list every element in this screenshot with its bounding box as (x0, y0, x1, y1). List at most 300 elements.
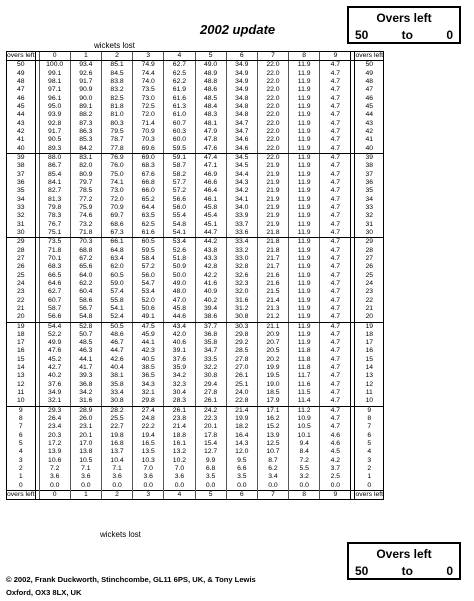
resource-value-cell: 27.0 (226, 364, 257, 372)
resource-value-cell: 65.6 (70, 263, 101, 271)
overs-left-cell: 46 (7, 95, 36, 103)
overs-left-to-word: to (401, 28, 413, 42)
resource-value-cell: 72.0 (101, 196, 132, 204)
resource-value-cell: 21.8 (257, 229, 288, 238)
resource-value-cell: 11.9 (289, 280, 320, 288)
resource-value-cell: 11.9 (289, 111, 320, 119)
overs-left-cell: 43 (355, 120, 384, 128)
resource-value-cell: 19.4 (133, 432, 164, 440)
wickets-lost-column-header: 7 (257, 52, 288, 61)
resource-value-cell: 52.0 (133, 297, 164, 305)
resource-value-cell: 22.0 (257, 103, 288, 111)
resource-value-cell: 4.7 (320, 238, 351, 247)
resource-value-cell: 4.7 (320, 145, 351, 154)
overs-left-from: 50 (355, 564, 369, 578)
table-row (7, 356, 384, 364)
resource-value-cell: 4.7 (320, 272, 351, 280)
resource-value-cell: 4.7 (320, 179, 351, 187)
resource-value-cell: 0.0 (70, 482, 101, 491)
overs-left-cell: 22 (7, 297, 36, 305)
resource-value-cell: 41.6 (195, 280, 226, 288)
resource-value-cell: 59.5 (164, 145, 195, 154)
resource-value-cell: 70.3 (70, 238, 101, 247)
resource-value-cell: 61.0 (164, 111, 195, 119)
resource-value-cell: 11.9 (289, 221, 320, 229)
resource-value-cell: 58.7 (39, 305, 70, 313)
resource-value-cell: 10.5 (70, 457, 101, 465)
overs-left-cell: 20 (355, 313, 384, 322)
resource-value-cell: 78.3 (39, 212, 70, 220)
overs-left-cell: 34 (7, 196, 36, 204)
resource-value-cell: 40.9 (195, 288, 226, 296)
resource-value-cell: 84.5 (101, 70, 132, 78)
resource-value-cell: 21.9 (257, 179, 288, 187)
table-row (7, 297, 384, 305)
overs-left-column-header: overs left (355, 52, 384, 59)
overs-left-cell: 34 (355, 196, 384, 204)
overs-left-cell: 48 (355, 78, 384, 86)
resource-value-cell: 7.0 (164, 465, 195, 473)
resource-value-cell: 74.1 (101, 179, 132, 187)
resource-value-cell: 64.4 (133, 204, 164, 212)
resource-value-cell: 13.7 (101, 448, 132, 456)
resource-value-cell: 4.7 (320, 280, 351, 288)
resource-value-cell: 73.5 (39, 238, 70, 247)
resource-value-cell: 47.1 (195, 162, 226, 170)
wickets-lost-column-header: 4 (164, 52, 195, 61)
resource-value-cell: 0.0 (133, 482, 164, 491)
resource-value-cell: 57.2 (164, 187, 195, 195)
resource-value-cell: 11.9 (289, 322, 320, 331)
resource-value-cell: 13.9 (257, 432, 288, 440)
resource-value-cell: 50.7 (70, 331, 101, 339)
resource-value-cell: 11.9 (289, 247, 320, 255)
resource-value-cell: 26.1 (195, 397, 226, 406)
resource-value-cell: 24.2 (195, 406, 226, 415)
resource-value-cell: 46.3 (70, 347, 101, 355)
resource-value-cell: 91.7 (70, 78, 101, 86)
resource-value-cell: 48.8 (195, 78, 226, 86)
resource-value-cell: 10.6 (39, 457, 70, 465)
resource-value-cell: 70.1 (39, 255, 70, 263)
resource-value-cell: 4.7 (320, 381, 351, 389)
resource-value-cell: 34.4 (226, 171, 257, 179)
overs-left-cell: 12 (7, 381, 36, 389)
resource-value-cell: 21.9 (257, 221, 288, 229)
overs-left-cell: 38 (355, 162, 384, 170)
header-row (7, 52, 384, 61)
wickets-lost-column-header: 4 (164, 491, 195, 500)
resource-value-cell: 45.8 (195, 204, 226, 212)
resource-value-cell: 30.8 (101, 397, 132, 406)
overs-left-to: 0 (446, 564, 453, 578)
overs-left-cell: 10 (7, 397, 36, 406)
resource-value-cell: 33.5 (195, 356, 226, 364)
resource-value-cell: 0.0 (101, 482, 132, 491)
table-row (7, 364, 384, 372)
resource-value-cell: 49.0 (164, 280, 195, 288)
resource-value-cell: 10.4 (101, 457, 132, 465)
overs-left-cell: 46 (355, 95, 384, 103)
table-row (7, 162, 384, 170)
table-row (7, 406, 384, 415)
resource-value-cell: 22.0 (257, 111, 288, 119)
resource-value-cell: 53.4 (133, 288, 164, 296)
overs-left-cell: 37 (7, 171, 36, 179)
overs-left-cell: 22 (355, 297, 384, 305)
resource-value-cell: 4.7 (320, 339, 351, 347)
resource-value-cell: 62.2 (164, 78, 195, 86)
resource-value-cell: 18.2 (226, 423, 257, 431)
overs-left-cell: 13 (355, 372, 384, 380)
overs-left-cell: 26 (7, 263, 36, 271)
resource-value-cell: 12.0 (226, 448, 257, 456)
resource-value-cell: 56.6 (39, 313, 70, 322)
overs-left-cell: 50 (7, 61, 36, 70)
overs-left-cell: 17 (355, 339, 384, 347)
resource-value-cell: 4.7 (320, 196, 351, 204)
resource-value-cell: 10.2 (164, 457, 195, 465)
resource-value-cell: 21.1 (257, 322, 288, 331)
resource-value-cell: 11.9 (289, 263, 320, 271)
resource-value-cell: 58.2 (164, 171, 195, 179)
resource-value-cell: 34.1 (226, 196, 257, 204)
resource-value-cell: 21.8 (257, 238, 288, 247)
resource-value-cell: 17.2 (39, 440, 70, 448)
resource-value-cell: 4.6 (320, 432, 351, 440)
overs-left-cell: 3 (355, 457, 384, 465)
resource-value-cell: 32.1 (133, 389, 164, 397)
resource-value-cell: 58.7 (164, 162, 195, 170)
table-row (7, 103, 384, 111)
overs-left-cell: 47 (7, 86, 36, 94)
resource-value-cell: 82.0 (70, 162, 101, 170)
resource-value-cell: 30.8 (226, 313, 257, 322)
resource-value-cell: 75.0 (101, 171, 132, 179)
resource-value-cell: 84.2 (70, 145, 101, 154)
wickets-lost-column-header: 9 (320, 491, 351, 500)
overs-left-box-bottom (347, 542, 461, 580)
resource-value-cell: 52.6 (164, 247, 195, 255)
resource-value-cell: 82.7 (39, 187, 70, 195)
resource-value-cell: 4.7 (320, 364, 351, 372)
wickets-lost-column-header: 2 (101, 52, 132, 61)
resource-value-cell: 21.4 (257, 297, 288, 305)
resource-value-cell: 53.4 (164, 238, 195, 247)
resource-value-cell: 30.4 (164, 389, 195, 397)
resource-value-cell: 84.1 (39, 179, 70, 187)
overs-left-cell: 0 (355, 482, 384, 491)
resource-value-cell: 40.4 (101, 364, 132, 372)
resource-value-cell: 25.1 (226, 381, 257, 389)
resource-value-cell: 48.1 (195, 120, 226, 128)
resource-value-cell: 35.8 (195, 339, 226, 347)
overs-left-box-label: Overs left (376, 11, 432, 25)
resource-value-cell: 54.8 (164, 221, 195, 229)
overs-left-cell: 31 (7, 221, 36, 229)
resource-value-cell: 11.9 (289, 103, 320, 111)
resource-value-cell: 64.8 (101, 247, 132, 255)
resource-value-cell: 48.6 (101, 331, 132, 339)
resource-value-cell: 89.3 (39, 145, 70, 154)
overs-left-cell: 4 (7, 448, 36, 456)
resource-value-cell: 63.5 (133, 212, 164, 220)
resource-value-cell: 75.9 (70, 204, 101, 212)
overs-left-cell: 3 (7, 457, 36, 465)
resource-value-cell: 22.0 (257, 86, 288, 94)
resource-value-cell: 54.4 (39, 322, 70, 331)
resource-value-cell: 4.7 (320, 86, 351, 94)
resource-value-cell: 47.6 (39, 347, 70, 355)
overs-left-cell: 23 (7, 288, 36, 296)
resource-value-cell: 18.8 (164, 432, 195, 440)
overs-left-cell: 8 (7, 415, 36, 423)
resource-value-cell: 11.9 (289, 305, 320, 313)
resource-value-cell: 64.6 (39, 280, 70, 288)
resource-value-cell: 67.2 (70, 255, 101, 263)
page-title: 2002 update (200, 22, 276, 37)
resource-value-cell: 35.8 (101, 381, 132, 389)
overs-left-cell: 7 (355, 423, 384, 431)
resource-value-cell: 60.7 (164, 120, 195, 128)
overs-left-cell: 40 (355, 145, 384, 154)
resource-value-cell: 48.4 (195, 103, 226, 111)
table-row (7, 381, 384, 389)
resource-value-cell: 33.2 (226, 247, 257, 255)
resource-value-cell: 28.2 (101, 406, 132, 415)
resource-value-cell: 4.7 (320, 212, 351, 220)
resource-value-cell: 85.4 (39, 171, 70, 179)
resource-value-cell: 62.0 (101, 263, 132, 271)
resource-value-cell: 54.7 (133, 280, 164, 288)
resource-value-cell: 34.9 (39, 389, 70, 397)
resource-value-cell: 78.7 (101, 136, 132, 144)
resource-value-cell: 11.9 (289, 179, 320, 187)
resource-value-cell: 26.1 (164, 406, 195, 415)
overs-left-cell: 21 (7, 305, 36, 313)
resource-value-cell: 11.9 (289, 331, 320, 339)
resource-value-cell: 13.8 (70, 448, 101, 456)
overs-left-cell: 41 (7, 136, 36, 144)
resource-value-cell: 72.5 (133, 103, 164, 111)
resource-value-cell: 7.2 (289, 457, 320, 465)
overs-left-to-word: to (401, 564, 413, 578)
resource-value-cell: 36.5 (133, 372, 164, 380)
resource-value-cell: 34.2 (226, 187, 257, 195)
resource-value-cell: 11.6 (289, 381, 320, 389)
resource-value-cell: 68.3 (133, 162, 164, 170)
resource-value-cell: 87.3 (70, 120, 101, 128)
copyright-line-2: Oxford, OX3 8LX, UK (6, 588, 82, 597)
resource-value-cell: 29.2 (226, 339, 257, 347)
resource-value-cell: 33.7 (226, 221, 257, 229)
resource-value-cell: 73.0 (133, 95, 164, 103)
resource-value-cell: 75.1 (39, 229, 70, 238)
resource-value-cell: 81.0 (101, 111, 132, 119)
resource-value-cell: 34.5 (226, 153, 257, 162)
resource-value-cell: 26.4 (39, 415, 70, 423)
resource-value-cell: 62.7 (164, 61, 195, 70)
resource-value-cell: 11.9 (289, 238, 320, 247)
overs-left-cell: 36 (355, 179, 384, 187)
overs-left-cell: 47 (355, 86, 384, 94)
table-row (7, 95, 384, 103)
resource-value-cell: 47.0 (164, 297, 195, 305)
resource-value-cell: 4.7 (320, 187, 351, 195)
resource-value-cell: 37.6 (39, 381, 70, 389)
resource-value-cell: 48.3 (195, 111, 226, 119)
table-row (7, 128, 384, 136)
resource-value-cell: 60.5 (133, 238, 164, 247)
resource-value-cell: 19.8 (101, 432, 132, 440)
resource-value-cell: 97.1 (39, 86, 70, 94)
resource-value-cell: 11.4 (289, 397, 320, 406)
resource-value-cell: 34.6 (226, 136, 257, 144)
table-row (7, 86, 384, 94)
resource-value-cell: 4.7 (320, 397, 351, 406)
resource-value-cell: 79.8 (39, 204, 70, 212)
resource-value-cell: 13.9 (39, 448, 70, 456)
resource-value-cell: 20.1 (70, 432, 101, 440)
overs-left-cell: 49 (355, 70, 384, 78)
resource-value-cell: 7.2 (39, 465, 70, 473)
resource-value-cell: 44.2 (195, 238, 226, 247)
resource-value-cell: 11.9 (289, 153, 320, 162)
overs-left-cell: 15 (355, 356, 384, 364)
resource-value-cell: 44.7 (195, 229, 226, 238)
overs-left-box-range (355, 564, 453, 578)
resource-value-cell: 20.5 (257, 347, 288, 355)
resource-value-cell: 39.1 (164, 347, 195, 355)
resource-value-cell: 11.9 (289, 288, 320, 296)
table-row (7, 305, 384, 313)
resource-value-cell: 86.3 (70, 128, 101, 136)
table-row (7, 457, 384, 465)
resource-value-cell: 35.9 (164, 364, 195, 372)
overs-left-cell: 6 (355, 432, 384, 440)
resource-value-cell: 34.2 (70, 389, 101, 397)
resource-value-cell: 0.0 (39, 482, 70, 491)
resource-value-cell: 63.4 (101, 255, 132, 263)
wickets-lost-column-header: 7 (257, 491, 288, 500)
overs-left-cell: 39 (7, 153, 36, 162)
resource-value-cell: 22.8 (226, 397, 257, 406)
resource-value-cell: 88.0 (39, 153, 70, 162)
resource-value-cell: 81.3 (39, 196, 70, 204)
resource-value-cell: 0.0 (320, 482, 351, 491)
resource-value-cell: 45.2 (39, 356, 70, 364)
resource-value-cell: 34.8 (226, 103, 257, 111)
table-row (7, 229, 384, 238)
resource-value-cell: 27.4 (133, 406, 164, 415)
overs-left-cell: 43 (7, 120, 36, 128)
resource-value-cell: 21.3 (257, 305, 288, 313)
resource-value-cell: 24.8 (133, 415, 164, 423)
resource-value-cell: 49.9 (39, 339, 70, 347)
resource-value-cell: 3.6 (101, 473, 132, 481)
resource-value-cell: 91.7 (39, 128, 70, 136)
resource-value-cell: 4.7 (320, 120, 351, 128)
table-row (7, 61, 384, 70)
copyright-notice (6, 573, 256, 599)
overs-left-cell: 31 (355, 221, 384, 229)
table-row (7, 280, 384, 288)
table-row (7, 423, 384, 431)
resource-value-cell: 50.6 (133, 305, 164, 313)
resource-value-cell: 4.7 (320, 331, 351, 339)
resource-value-cell: 88.2 (70, 111, 101, 119)
overs-left-cell: 18 (355, 331, 384, 339)
resource-value-cell: 70.3 (133, 136, 164, 144)
overs-left-cell: 41 (355, 136, 384, 144)
resource-value-cell: 3.5 (226, 473, 257, 481)
resource-value-cell: 27.8 (226, 356, 257, 364)
resource-value-cell: 7.0 (133, 465, 164, 473)
resource-value-cell: 11.9 (289, 212, 320, 220)
resource-value-cell: 4.7 (320, 103, 351, 111)
wickets-lost-column-header: 5 (195, 491, 226, 500)
resource-value-cell: 22.7 (101, 423, 132, 431)
overs-left-cell: 8 (355, 415, 384, 423)
overs-left-cell: 40 (7, 145, 36, 154)
resource-value-cell: 76.7 (39, 221, 70, 229)
resource-value-cell: 57.4 (101, 288, 132, 296)
resource-value-cell: 40.2 (195, 297, 226, 305)
overs-left-cell: 28 (355, 247, 384, 255)
overs-left-cell: 39 (355, 153, 384, 162)
overs-left-cell: 20 (7, 313, 36, 322)
overs-left-cell: 1 (7, 473, 36, 481)
resource-value-cell: 8.4 (289, 448, 320, 456)
resource-value-cell: 42.2 (195, 272, 226, 280)
resource-value-cell: 29.8 (133, 397, 164, 406)
resource-value-cell: 55.4 (164, 212, 195, 220)
resource-value-cell: 21.4 (164, 423, 195, 431)
resource-value-cell: 25.5 (101, 415, 132, 423)
resource-value-cell: 34.5 (226, 162, 257, 170)
resource-value-cell: 11.9 (289, 70, 320, 78)
resource-value-cell: 34.7 (226, 120, 257, 128)
resource-value-cell: 73.2 (70, 221, 101, 229)
resource-value-cell: 11.2 (289, 406, 320, 415)
resource-value-cell: 58.4 (133, 255, 164, 263)
resource-value-cell: 21.5 (257, 288, 288, 296)
table-row (7, 70, 384, 78)
table-row (7, 389, 384, 397)
table-row (7, 153, 384, 162)
overs-left-cell: 10 (355, 397, 384, 406)
resource-value-cell: 65.2 (133, 196, 164, 204)
overs-left-cell: 12 (355, 381, 384, 389)
resource-value-cell: 34.9 (226, 70, 257, 78)
resource-value-cell: 4.7 (320, 406, 351, 415)
resource-value-cell: 66.5 (39, 272, 70, 280)
resource-value-cell: 76.9 (101, 153, 132, 162)
overs-left-cell: 25 (7, 272, 36, 280)
resource-value-cell: 79.7 (70, 179, 101, 187)
overs-left-cell: 45 (7, 103, 36, 111)
resource-value-cell: 60.7 (39, 297, 70, 305)
resource-value-cell: 6.8 (195, 465, 226, 473)
resource-value-cell: 69.6 (133, 145, 164, 154)
resource-value-cell: 4.7 (320, 305, 351, 313)
resource-value-cell: 74.6 (70, 212, 101, 220)
resource-value-cell: 19.5 (257, 372, 288, 380)
table-row (7, 448, 384, 456)
resources-table (6, 51, 384, 500)
table-row (7, 288, 384, 296)
resource-value-cell: 49.1 (133, 313, 164, 322)
